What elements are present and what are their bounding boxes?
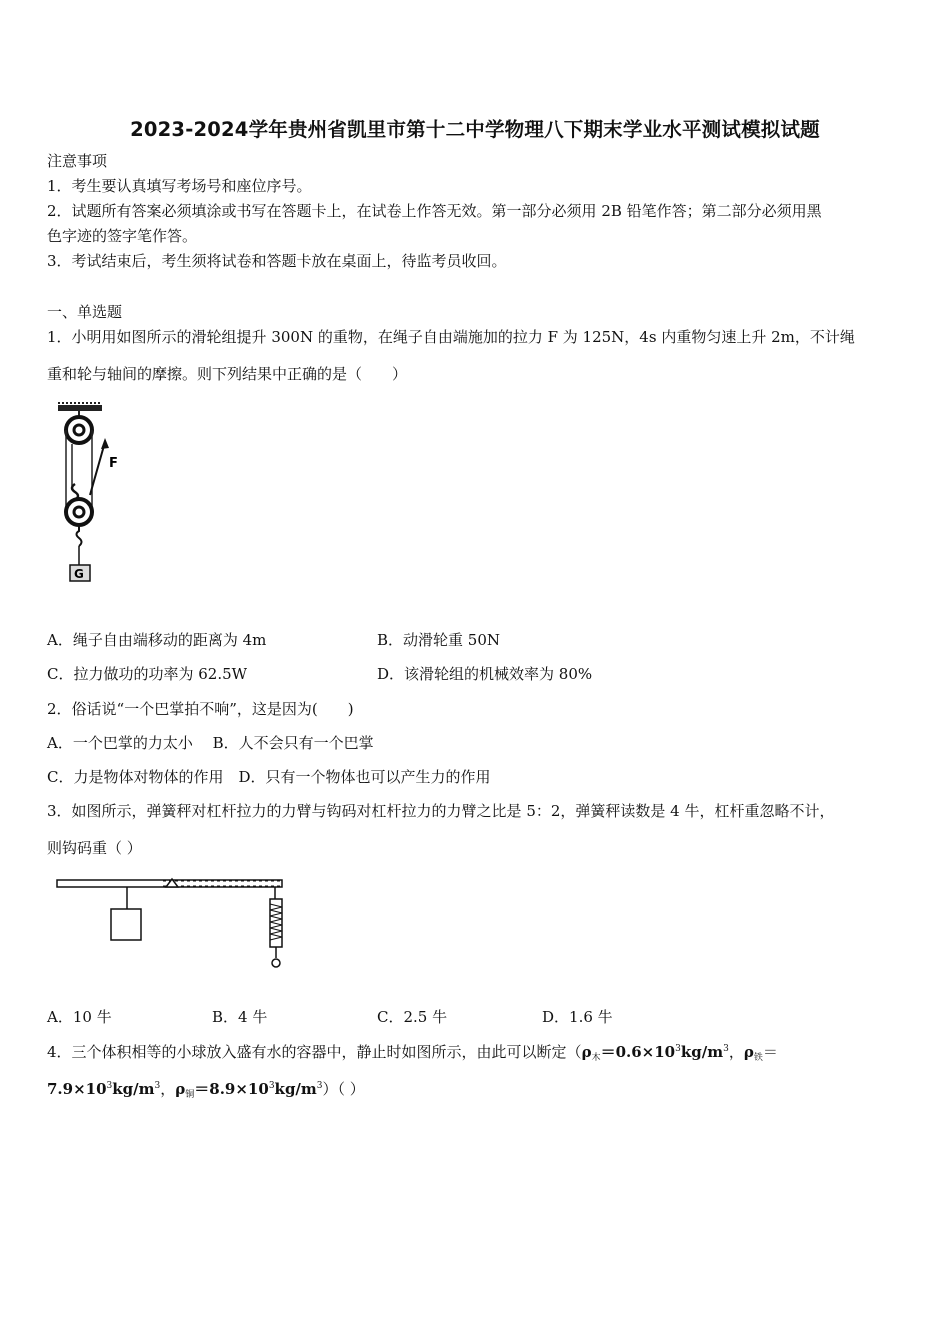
q3-option-b[interactable]: B．4 牛: [212, 1008, 268, 1026]
section-heading: 一、单选题: [47, 303, 123, 321]
notice-heading: 注意事项: [47, 152, 108, 170]
hook-weight: [111, 909, 141, 940]
page-title: 2023-2024学年贵州省凯里市第十二中学物理八下期末学业水平测试模拟试题: [130, 118, 820, 141]
q1-option-d[interactable]: D．该滑轮组的机械效率为 80%: [377, 665, 593, 683]
q1-option-c[interactable]: C．拉力做功的功率为 62.5W: [47, 665, 248, 683]
q3-option-c[interactable]: C．2.5 牛: [377, 1008, 448, 1026]
q3-option-d[interactable]: D．1.6 牛: [542, 1008, 613, 1026]
fixed-pulley: [66, 417, 92, 443]
q3-stem-line1: 3．如图所示，弹簧秤对杠杆拉力的力臂与钩码对杠杆拉力的力臂之比是 5：2，弹簧秤读数是 4 牛，杠杆重忽略不计，: [47, 802, 835, 820]
notice-item-2-cont: 色字迹的签字笔作答。: [47, 227, 198, 245]
q1-stem-line1: 1．小明用如图所示的滑轮组提升 300N 的重物，在绳子自由端施加的拉力 F 为 125N，4s 内重物匀速上升 2m，不计绳: [47, 328, 855, 346]
q2-options-ab[interactable]: A．一个巴掌的力太小 B．人不会只有一个巴掌: [47, 734, 374, 752]
pulley-figure: [55, 400, 135, 585]
q1-option-a[interactable]: A．绳子自由端移动的距离为 4m: [47, 631, 267, 649]
notice-item-2: 2．试题所有答案必须填涂或书写在答题卡上，在试卷上作答无效。第一部分必须用 2B 铅笔作答；第二部分必须用黑: [47, 202, 822, 220]
notice-item-1: 1．考生要认真填写考场号和座位序号。: [47, 177, 312, 195]
ceiling-support: [58, 405, 102, 411]
q3-stem-line2: 则钩码重（ ）: [47, 839, 142, 857]
notice-item-3: 3．考试结束后，考生须将试卷和答题卡放在桌面上，待监考员收回。: [47, 252, 507, 270]
lever-figure: [55, 872, 290, 972]
weight-label: G: [74, 567, 84, 581]
q2-options-cd[interactable]: C．力是物体对物体的作用 D．只有一个物体也可以产生力的作用: [47, 768, 491, 786]
q4-stem-line2: $7.9\times 10^3kg/m^3$，$\rho_铜=8.9\times 10^3kg/m^3$）（ ）: [47, 1080, 365, 1100]
q4-stem-line1: 4．三个体积相等的小球放入盛有水的容器中，静止时如图所示，由此可以断定（$\rho_木=0.6\times 10^3kg/m^3$，$\rho_铁=$: [47, 1043, 778, 1063]
movable-pulley: [66, 499, 92, 525]
q3-option-a[interactable]: A．10 牛: [47, 1008, 112, 1026]
q1-stem-line2: 重和轮与轴间的摩擦。则下列结果中正确的是（ ）: [47, 365, 408, 383]
q2-stem: 2．俗话说“一个巴掌拍不响”，这是因为( ): [47, 700, 354, 718]
q1-option-b[interactable]: B．动滑轮重 50N: [377, 631, 501, 649]
force-label: F: [109, 456, 118, 471]
